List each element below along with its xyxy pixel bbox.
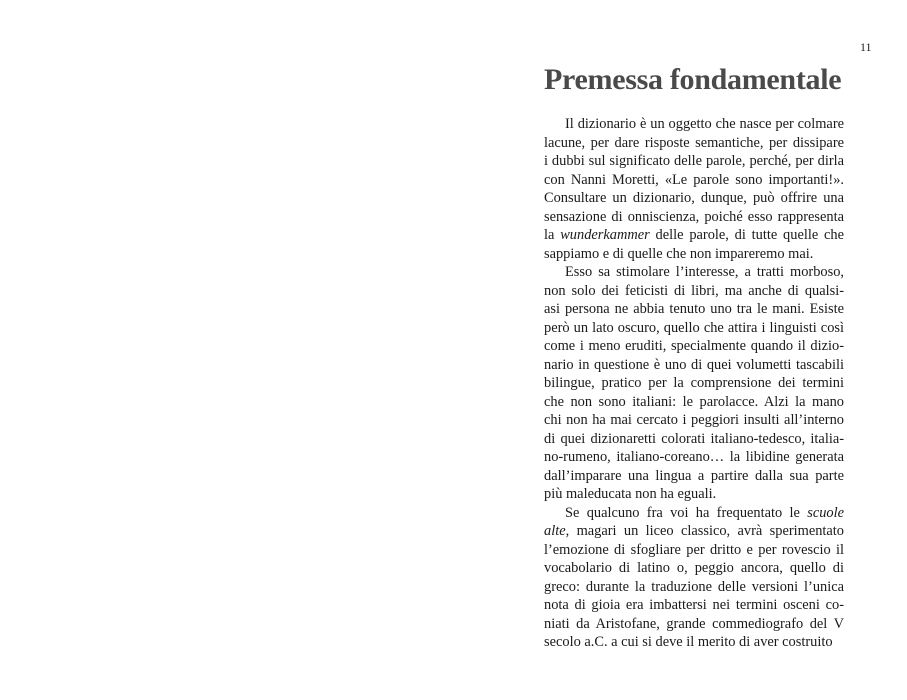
text-segment: chi non ha mai cercato i peggiori insulti all’interno (544, 412, 844, 428)
text-line (544, 300, 844, 319)
text-line (544, 152, 844, 171)
text-segment: greco: durante la traduzione delle versioni l’unica (544, 578, 844, 595)
text-segment: no-rumeno, italiano-coreano… la libidine generata (544, 449, 844, 465)
text-segment: la (544, 227, 561, 243)
text-segment: che non sono italiani: le parolacce. Alzi la mano (544, 393, 844, 410)
text-line (544, 393, 844, 412)
text-line (544, 134, 844, 153)
text-segment: con Nanni Moretti, «Le parole sono importanti!». (544, 171, 844, 188)
text-segment: niati da Aristofane, grande commediografo del V (544, 615, 844, 632)
text-line (544, 411, 844, 430)
text-segment: vocabolario di latino o, peggio ancora, quello di (544, 560, 844, 576)
text-segment: però un lato oscuro, quello che attira i linguisti così (544, 319, 844, 336)
text-segment: l’emozione di sfogliare per dritto e per rovescio il (544, 541, 844, 558)
text-segment: asi persona ne abbia tenuto uno tra le mani. Esiste (544, 301, 844, 317)
text-line (544, 578, 844, 597)
text-line (544, 337, 844, 356)
paragraph (544, 115, 844, 263)
text-segment: non solo dei feticisti di libri, ma anche di qualsi- (544, 282, 844, 299)
text-segment: nota di gioia era imbattersi nei termini osceni co- (544, 597, 844, 613)
text-segment: sensazione di onniscienza, poiché esso rappresenta (544, 208, 844, 225)
text-line (544, 504, 844, 523)
text-segment: lacune, per dare risposte semantiche, per dissipare (544, 134, 844, 151)
text-line (544, 633, 844, 652)
text-line (544, 522, 844, 541)
italic-term: wunderkammer (560, 227, 650, 243)
text-line (544, 374, 844, 393)
text-line (544, 245, 844, 264)
text-line (544, 226, 844, 245)
text-segment: delle parole, di tutte quelle che (649, 227, 845, 243)
body-text (544, 115, 844, 652)
text-segment: più maleducata non ha eguali. (544, 486, 717, 502)
text-line (544, 559, 844, 578)
italic-term: alte (544, 523, 566, 539)
paragraph (544, 263, 844, 504)
text-line (544, 485, 844, 504)
text-line (544, 467, 844, 486)
text-segment: come i meno eruditi, specialmente quando il dizio- (544, 338, 844, 354)
text-line (544, 615, 844, 634)
text-line (544, 448, 844, 467)
text-segment: dall’imparare una lingua a partire dalla sua parte (544, 467, 844, 484)
text-segment: di quei dizionaretti colorati italiano-tedesco, italia- (544, 430, 844, 447)
text-segment: Consultare un dizionario, dunque, può offrire una (544, 190, 844, 206)
text-segment: Se qualcuno fra voi ha frequentato le (565, 504, 808, 521)
page-number: 11 (860, 40, 872, 54)
text-segment: nario in questione è uno di quei volumetti tascabili (544, 356, 844, 373)
text-segment: Esso sa stimolare l’interesse, a tratti morboso, (565, 264, 844, 280)
text-line (544, 319, 844, 338)
text-segment: secolo a.C. a cui si deve il merito di aver costruito (544, 634, 833, 650)
text-line (544, 541, 844, 560)
text-segment: , magari un liceo classico, avrà sperimentato (565, 523, 844, 539)
text-line (544, 263, 844, 282)
text-segment: i dubbi sul significato delle parole, perché, per dirla (544, 153, 844, 169)
text-line (544, 171, 844, 190)
text-segment: sappiamo e di quelle che non impareremo mai. (544, 245, 814, 262)
text-line (544, 356, 844, 375)
text-line (544, 430, 844, 449)
text-segment: Il dizionario è un oggetto che nasce per colmare (565, 116, 844, 132)
text-segment: bilingue, pratico per la comprensione dei termini (544, 375, 844, 391)
paragraph (544, 504, 844, 652)
text-line (544, 189, 844, 208)
text-line (544, 282, 844, 301)
text-line (544, 208, 844, 227)
text-line (544, 115, 844, 134)
italic-term: scuole (807, 504, 844, 521)
text-line (544, 596, 844, 615)
chapter-title: Premessa fondamentale (544, 63, 842, 96)
